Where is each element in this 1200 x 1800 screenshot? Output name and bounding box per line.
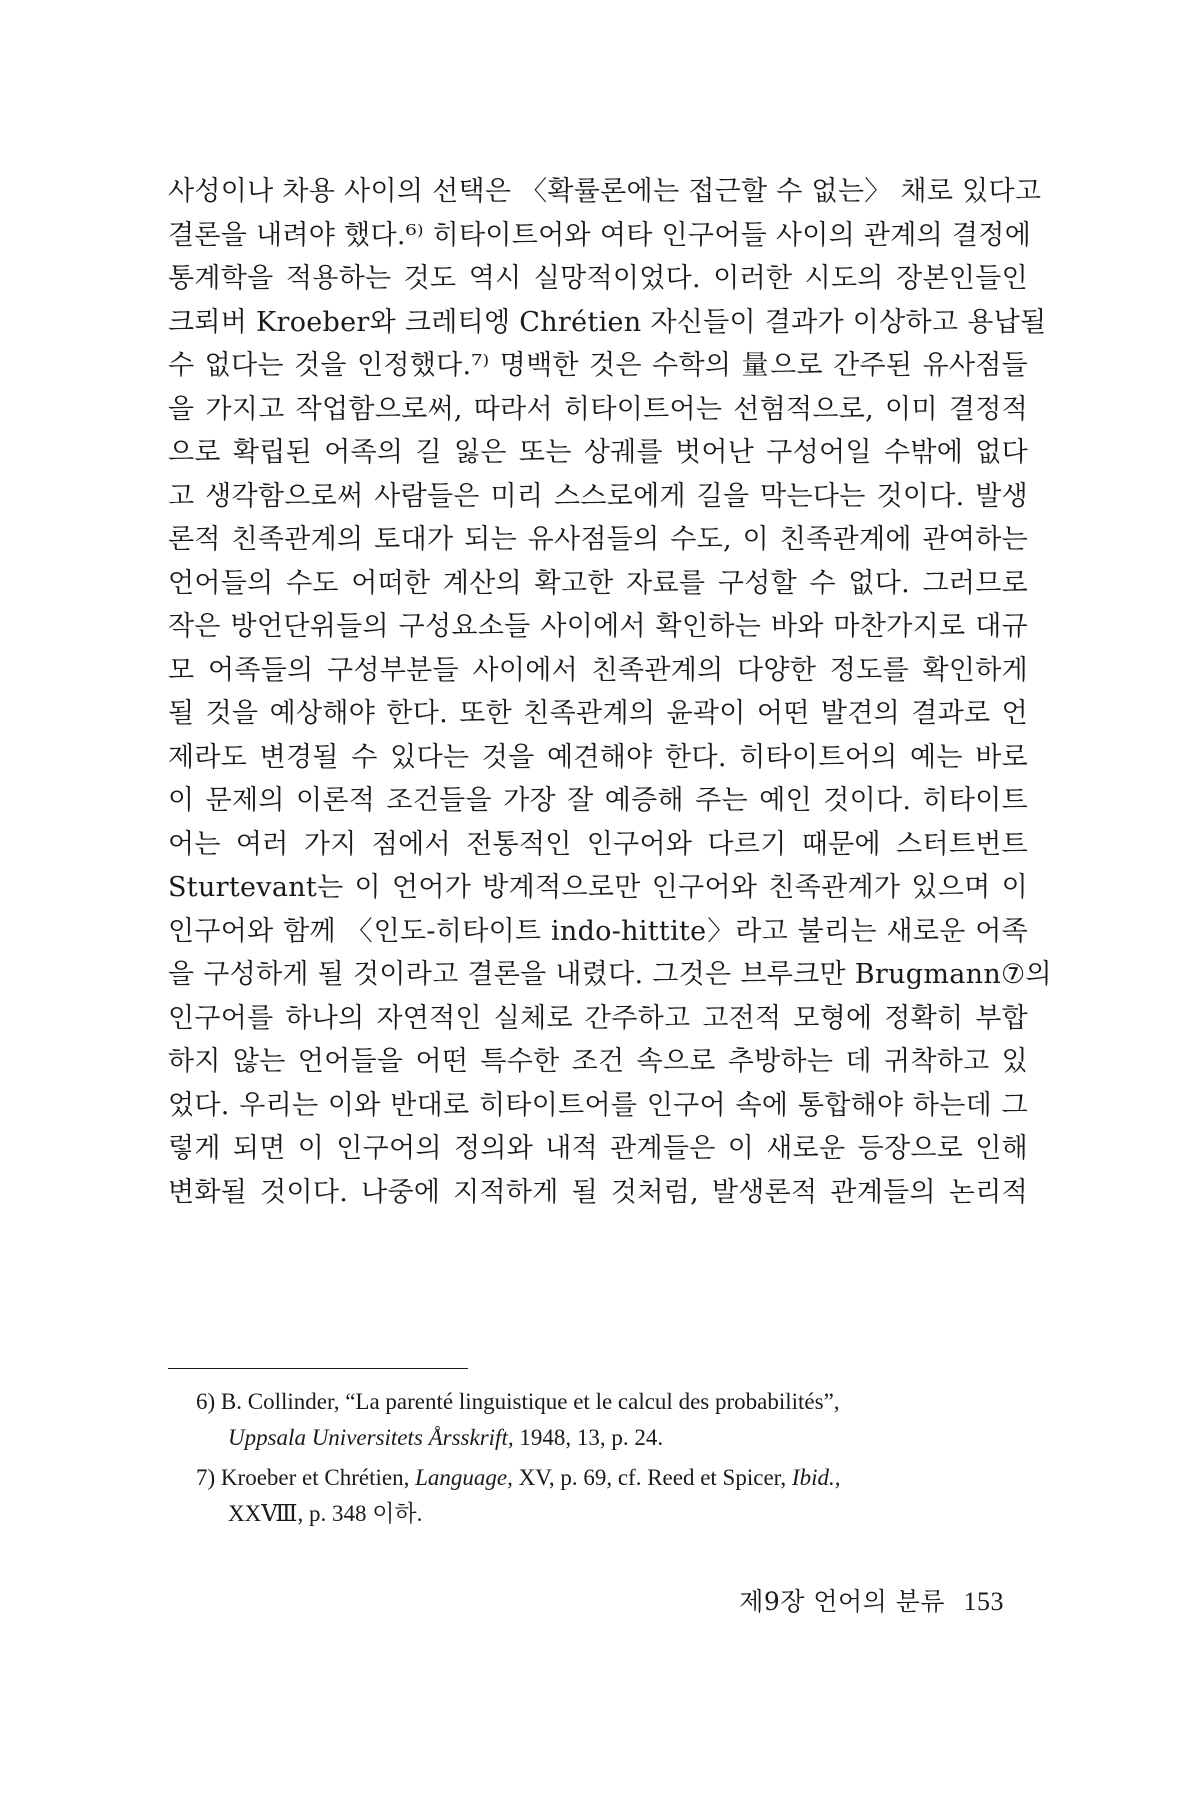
footnote-text: XV, p. 69, cf. Reed et Spicer, (512, 1465, 792, 1490)
body-line: 변화될 것이다. 나중에 지적하게 될 것처럼, 발생론적 관계들의 논리적 (168, 1176, 1028, 1208)
body-line: 렇게 되면 이 인구어의 정의와 내적 관계들은 이 새로운 등장으로 인해 (168, 1133, 1028, 1164)
body-line: 었다. 우리는 이와 반대로 히타이트어를 인구어 속에 통합해야 하는데 그 (168, 1089, 1028, 1121)
footnote-journal: Language, (415, 1465, 513, 1490)
body-line: 어는 여러 가지 점에서 전통적인 인구어와 다르기 때문에 스터트번트 (168, 828, 1028, 860)
footnote-7 (196, 1460, 1032, 1532)
body-line: 모 어족들의 구성부분들 사이에서 친족관계의 다양한 정도를 확인하게 (168, 654, 1028, 686)
body-line: 인구어와 함께 〈인도-히타이트 indo-hittite〉라고 불리는 새로운 어족 (168, 915, 1028, 947)
body-line: 하지 않는 언어들을 어떤 특수한 조건 속으로 추방하는 데 귀착하고 있 (168, 1046, 1028, 1077)
footnote-marker: 6) (196, 1389, 216, 1414)
body-line: 고 생각함으로써 사람들은 미리 스스로에게 길을 막는다는 것이다. 발생 (168, 480, 1028, 512)
footnote-divider (168, 1368, 468, 1369)
page-number: 153 (963, 1587, 1004, 1616)
body-line: 언어들의 수도 어떠한 계산의 확고한 자료를 구성할 수 없다. 그러므로 (168, 567, 1028, 599)
body-line: 결론을 내려야 했다.⁶⁾ 히타이트어와 여타 인구어들 사이의 관계의 결정에 (168, 219, 1032, 251)
footnote-text: Kroeber et Chrétien, (220, 1465, 416, 1490)
body-line: 수 없다는 것을 인정했다.⁷⁾ 명백한 것은 수학의 量으로 간주된 유사점들 (168, 350, 1028, 381)
body-line: 될 것을 예상해야 한다. 또한 친족관계의 윤곽이 어떤 발견의 결과로 언 (168, 698, 1028, 729)
footnotes (196, 1384, 1032, 1536)
body-line: Sturtevant는 이 언어가 방계적으로만 인구어와 친족관계가 있으며 이 (168, 872, 1028, 903)
body-line: 을 구성하게 될 것이라고 결론을 내렸다. 그것은 브루크만 Brugmann⑦의 (168, 959, 1052, 990)
footnote-text: 1948, 13, p. 24. (513, 1425, 664, 1450)
body-text (168, 170, 1052, 1214)
body-line: 사성이나 차용 사이의 선택은 〈확률론에는 접근할 수 없는〉 채로 있다고 (168, 176, 1042, 207)
body-line: 통계학을 적용하는 것도 역시 실망적이었다. 이러한 시도의 장본인들인 (168, 263, 1028, 294)
footnote-journal: Uppsala Universitets Årsskrift, (228, 1425, 514, 1450)
footnote-ibid: Ibid., (791, 1465, 841, 1490)
body-line: 론적 친족관계의 토대가 되는 유사점들의 수도, 이 친족관계에 관여하는 (168, 524, 1028, 555)
footnote-marker: 7) (196, 1465, 216, 1490)
running-footer (729, 1582, 1004, 1618)
footnote-text: XXⅧ, p. 348 이하. (228, 1501, 423, 1526)
body-line: 으로 확립된 어족의 길 잃은 또는 상궤를 벗어난 구성어일 수밖에 없다 (168, 437, 1028, 468)
body-line: 을 가지고 작업함으로써, 따라서 히타이트어는 선험적으로, 이미 결정적 (168, 393, 1028, 425)
body-line: 이 문제의 이론적 조건들을 가장 잘 예증해 주는 예인 것이다. 히타이트 (168, 785, 1028, 816)
body-line: 크뢰버 Kroeber와 크레티엥 Chrétien 자신들이 결과가 이상하고 용납될 (168, 306, 1047, 338)
body-line: 인구어를 하나의 자연적인 실체로 간주하고 고전적 모형에 정확히 부합 (168, 1002, 1028, 1034)
body-line: 작은 방언단위들의 구성요소들 사이에서 확인하는 바와 마찬가지로 대규 (168, 611, 1028, 642)
footnote-6 (196, 1384, 1032, 1456)
chapter-title: 제9장 언어의 분류 (739, 1587, 946, 1616)
body-line: 제라도 변경될 수 있다는 것을 예견해야 한다. 히타이트어의 예는 바로 (168, 741, 1028, 773)
footnote-text: B. Collinder, “La parenté linguistique et le calcul des probabilités”, (220, 1389, 840, 1414)
